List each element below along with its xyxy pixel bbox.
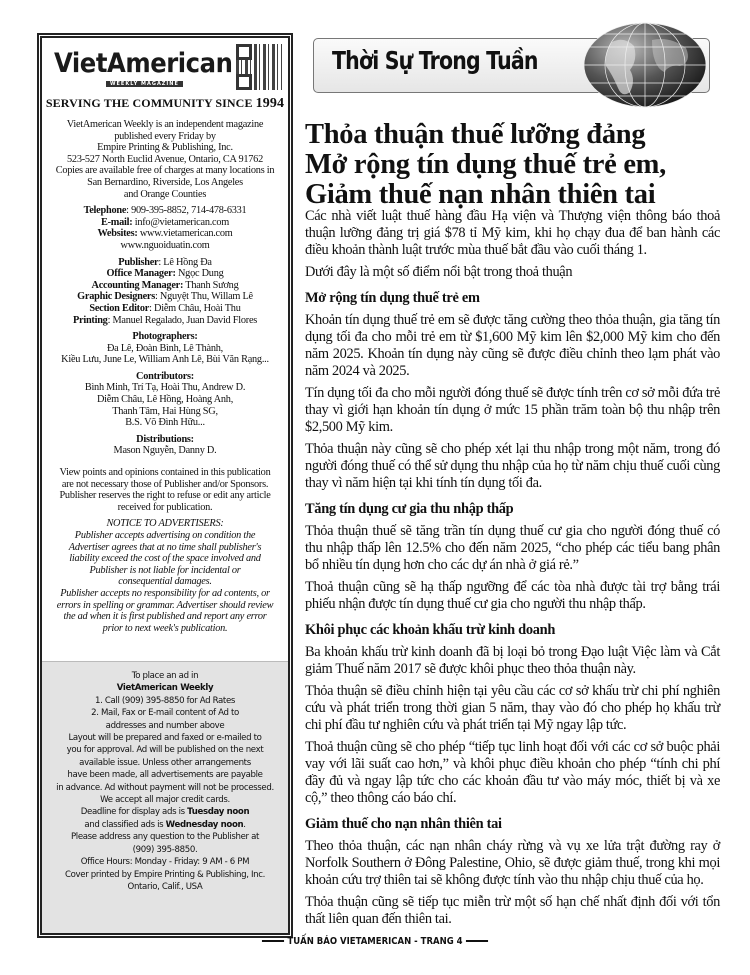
info-line [42, 257, 288, 269]
info-text: Please address any question to the Publisher at [70, 832, 260, 843]
info-line [42, 268, 288, 280]
info-text: Publisher [118, 256, 159, 268]
info-line [42, 331, 288, 343]
info-line [42, 189, 288, 201]
info-text: Layout will be prepared and faxed or e-mailed to [68, 733, 262, 744]
article-paragraph: Thoả thuận cũng sẽ cho phép “tiếp tục linh hoạt đối với các cơ sở buộc phải vay với lãi suất cao hơn,” và khôi phục điều khoản cho phép “tính chi phí đầy đủ và ngay lập tức cho các khoản đầu tư vào máy móc, thiết bị và xe cộ,” theo thông cáo báo chí. [305, 739, 720, 806]
serving-since [42, 96, 288, 112]
info-line [42, 670, 288, 682]
article-subheading: Tăng tín dụng cư gia thu nhập thấp [305, 501, 514, 517]
since-year: 1994 [255, 96, 285, 111]
info-line [42, 623, 288, 635]
info-text: have been made, all advertisements are payable [67, 770, 263, 781]
info-line [42, 502, 288, 514]
info-text: We accept all major credit cards. [100, 795, 230, 806]
article-subheading: Mở rộng tín dụng thuế trẻ em [305, 290, 480, 306]
info-text: San Bernardino, Riverside, Los Angeles [87, 176, 243, 188]
info-line [42, 490, 288, 502]
info-line [42, 732, 288, 744]
info-line [42, 782, 288, 794]
info-text: : 909-395-8852, 714-478-6331 [126, 205, 247, 217]
article-paragraph: Thoả thuận cũng sẽ hạ thấp ngưỡng để các tòa nhà được tài trợ bằng trái phiếu nhận được tín dụng thuế cư gia cho người thu nhập thấp. [305, 579, 720, 612]
info-line [42, 240, 288, 252]
article-paragraph: Các nhà viết luật thuế hàng đầu Hạ viện và Thượng viện thông báo thoả thuận lưỡng đảng trị giá $78 tỉ Mỹ kim, khi họ chạy đua để ban hành các điều khoản thành luật trước mùa thuế bắt đầu vào cuối tháng 1. [305, 208, 720, 258]
info-text: Ontario, Calif., USA [127, 881, 203, 892]
info-text: : Diễm Châu, Hoài Thu [149, 302, 241, 314]
info-text: Contributors: [136, 370, 194, 382]
info-line [42, 720, 288, 732]
headline-line: Giảm thuế nạn nhân thiên tai [305, 179, 656, 210]
info-text: B.S. Võ Đình Hữu... [125, 417, 205, 429]
info-text: Accounting Manager: [91, 279, 184, 291]
info-text: and classified ads is [84, 819, 166, 830]
info-line [42, 600, 288, 612]
info-text: Advertiser agrees that at no time shall publisher's [68, 541, 262, 553]
info-text: : Lê Hồng Đa [158, 256, 212, 268]
info-line [42, 831, 288, 843]
info-text: : Nguyệt Thu, Willam Lê [155, 291, 253, 303]
info-text: info@vietamerican.com [132, 216, 230, 228]
info-text: Websites: [97, 228, 138, 240]
info-text: consequential damages. [118, 576, 212, 588]
info-line [42, 518, 288, 530]
info-text: Telephone [83, 205, 127, 217]
info-text: Copies are available free of charges at many locations in [55, 165, 275, 177]
info-text: published every Friday by [114, 130, 216, 142]
info-text: Đa Lê, Đoàn Bình, Lê Thành, [106, 342, 224, 354]
info-text: Kiều Lưu, June Le, William Anh Lê, Bùi Văn Rạng... [61, 354, 269, 366]
info-text: the ad when it is first published and report any error [63, 611, 267, 623]
info-text: are not necessary those of Publisher and/or Sponsors. [61, 478, 269, 490]
info-text: VietAmerican Weekly is an independent magazine [66, 119, 264, 130]
info-text: Photographers: [132, 331, 198, 343]
info-text: Ngọc Dung [175, 268, 224, 280]
headline-line: Mở rộng tín dụng thuế trẻ em, [305, 149, 666, 180]
logo-subtitle: WEEKLY MAGAZINE [106, 81, 183, 87]
masthead-box [40, 36, 290, 935]
headline-line: Thỏa thuận thuế lưỡng đảng [305, 119, 646, 150]
info-line [42, 530, 288, 542]
info-text: 523-527 North Euclid Avenue, Ontario, CA 91762 [67, 153, 263, 165]
info-text: www.nguoiduatin.com [120, 239, 210, 251]
info-line [42, 744, 288, 756]
info-line [42, 695, 288, 707]
info-text: in advance. Ad without payment will not be processed. [56, 782, 274, 793]
info-text: 2. Mail, Fax or E-mail content of Ad to [91, 708, 239, 719]
info-text: Publisher accepts no responsibility for ad contents, or [60, 587, 270, 599]
info-line [42, 280, 288, 292]
footer-text: TUẤN BÁO VIETAMERICAN - TRANG 4 [287, 936, 463, 947]
info-text: Deadline for display ads is [80, 807, 188, 818]
article-subheading: Khôi phục các khoản khấu trừ kinh doanh [305, 622, 556, 638]
info-text: Graphic Designers [77, 291, 155, 303]
article-paragraph: Thỏa thuận này cũng sẽ cho phép xét lại thu nhập trong một năm, trong đó người đóng thuế có thể sử dụng thu nhập của họ từ năm chịu thuế cuối cùng thay vì năm hiện tại khi tính tín dụng tối đa. [305, 441, 720, 491]
info-line [42, 417, 288, 429]
info-line [42, 177, 288, 189]
info-text: (909) 395-8850. [132, 844, 198, 855]
info-text: Wednesday noon [165, 819, 244, 830]
info-text: Thanh Tâm, Hai Hùng SG, [112, 405, 218, 417]
info-line [42, 343, 288, 355]
info-line [42, 228, 288, 240]
info-line [42, 371, 288, 383]
info-text: Cover printed by Empire Printing & Publishing, Inc. [64, 869, 266, 880]
info-text: Publisher reserves the right to refuse or edit any article [59, 490, 271, 502]
footer-rule [466, 940, 488, 942]
info-text: Publisher accepts advertising on condition the [74, 530, 256, 541]
article-paragraph: Thỏa thuận thuế sẽ tăng trần tín dụng thuế cư gia cho người đóng thuế có thu nhập thấp lên 12.5% cho đến năm 2025, “cho phép các tiểu bang phân bổ nhiều tín dụng hơn cho các dự án nhà ở giá rẻ.” [305, 523, 720, 573]
section-title: Thời Sự Trong Tuần [332, 46, 538, 75]
info-text: Office Hours: Monday - Friday: 9 AM - 6 PM [80, 857, 250, 868]
info-line [42, 205, 288, 217]
info-text: Bình Minh, Trí Tạ, Hoài Thu, Andrew D. [84, 382, 246, 394]
info-line [42, 611, 288, 623]
info-line [42, 354, 288, 366]
info-line [42, 154, 288, 166]
info-text: Empire Printing & Publishing, Inc. [97, 142, 233, 154]
info-line [42, 707, 288, 719]
info-text: addresses and number above [105, 720, 225, 731]
article-paragraph: Thỏa thuận cũng sẽ tiếp tục miễn trừ một số hạn chế nhất định đối với tổn thất liên quan đến thiên tai. [305, 894, 720, 927]
info-line [42, 856, 288, 868]
info-text: prior to next week's publication. [102, 622, 228, 634]
info-text: View points and opinions contained in this publication [59, 467, 271, 479]
info-line [42, 467, 288, 479]
info-line [42, 565, 288, 577]
article-paragraph: Khoản tín dụng thuế trẻ em sẽ được tăng cường theo thỏa thuận, gia tăng tín dụng tối đa cho mỗi trẻ em từ $1,600 Mỹ kim lên $2,000 Mỹ kim cho đến năm 2025. Khoản tín dụng này cũng sẽ được điều chỉnh theo lạm phát vào năm 2024 và 2025. [305, 312, 720, 379]
info-text: To place an ad in [131, 671, 199, 681]
info-line [42, 291, 288, 303]
info-line [42, 588, 288, 600]
info-line [42, 682, 288, 694]
info-line [42, 819, 288, 831]
info-line [42, 445, 288, 457]
info-text: : Manuel Regalado, Juan David Flores [107, 314, 258, 326]
info-line [42, 434, 288, 446]
info-line [42, 553, 288, 565]
info-text: E-mail: [100, 216, 133, 228]
info-text: received for publication. [117, 501, 213, 513]
vietamerican-logo: VietAmerican [54, 48, 233, 79]
info-text: available issue. Unless other arrangements [79, 757, 251, 768]
info-line [42, 315, 288, 327]
info-text: liability exceed the cost of the space involved and [69, 553, 261, 565]
info-line [42, 479, 288, 491]
info-text: Thanh Sương [183, 279, 239, 291]
info-line [42, 394, 288, 406]
info-line [42, 881, 288, 893]
info-text: . [243, 819, 246, 830]
info-line [42, 576, 288, 588]
info-text: Diễm Châu, Lê Hồng, Hoàng Anh, [96, 394, 234, 406]
masthead-logo-row [50, 44, 282, 92]
info-text: Tuesday noon [187, 807, 250, 818]
info-line [42, 806, 288, 818]
info-line [42, 757, 288, 769]
info-line [42, 542, 288, 554]
info-text: Section Editor [89, 302, 150, 314]
info-line [42, 303, 288, 315]
info-line [42, 119, 288, 131]
info-text: Office Manager: [106, 268, 176, 280]
article-paragraph: Thỏa thuận sẽ điều chỉnh hiện tại yêu cầu các cơ sở khấu trừ chi phí nghiên cứu và phát triển trong thời gian 5 năm, thay vào đó cho phép họ khấu trừ chi phí đầu tư nghiên cứu và phát triển tại Mỹ ngay lập tức. [305, 683, 720, 733]
info-text: VietAmerican Weekly [116, 683, 214, 694]
info-text: you for approval. Ad will be published on the next [66, 745, 264, 756]
info-line [42, 844, 288, 856]
info-text: 1. Call (909) 395-8850 for Ad Rates [94, 695, 236, 706]
article-headline [305, 120, 725, 210]
masthead-info [42, 119, 288, 634]
info-line [42, 769, 288, 781]
advertising-info-box [42, 661, 288, 933]
article-paragraph: Ba khoản khấu trừ kinh doanh đã bị loại bỏ trong Đạo luật Việc làm và Cắt giảm Thuế năm 2017 sẽ được khôi phục theo thỏa thuận này. [305, 644, 720, 677]
footer-rule [262, 940, 284, 942]
info-text: and Orange Counties [123, 188, 207, 200]
info-text: Printing [72, 314, 108, 326]
info-text: www.vietamerican.com [137, 228, 233, 240]
article-paragraph: Theo thỏa thuận, các nạn nhân cháy rừng và vụ xe lửa trật đường ray ở Norfolk Southern ở Đông Palestine, Ohio, sẽ được giảm thuế, trong khi mọi khoản cứu trợ thiên tai sẽ không được tính vào thu nhập chịu thuế của họ. [305, 838, 720, 888]
info-line [42, 794, 288, 806]
info-line [42, 142, 288, 154]
info-line [42, 217, 288, 229]
info-line [42, 165, 288, 177]
info-line [42, 869, 288, 881]
article-paragraph: Tín dụng tối đa cho mỗi người đóng thuế sẽ được tính trên cơ sở mỗi đứa trẻ thay vì giới hạn khoản tín dụng ở mức 15 phần trăm toàn bộ thu nhập trên $2,500 Mỹ kim. [305, 385, 720, 435]
globe-icon [582, 22, 708, 108]
info-text: Mason Nguyễn, Danny D. [113, 445, 217, 457]
info-text: NOTICE TO ADVERTISERS: [106, 518, 224, 530]
article-paragraph: Dưới đây là một số điểm nổi bật trong thoả thuận [305, 264, 573, 280]
info-line [42, 131, 288, 143]
info-text: errors in spelling or grammar. Advertiser should review [56, 599, 274, 611]
since-label: SERVING THE COMMUNITY SINCE [45, 96, 253, 110]
info-line [42, 406, 288, 418]
info-text: Publisher is not liable for incidental or [89, 564, 241, 576]
page-footer [56, 936, 694, 947]
info-line [42, 382, 288, 394]
article-subheading: Giảm thuế cho nạn nhân thiên tai [305, 816, 502, 832]
qr-code-icon [236, 44, 282, 90]
info-text: Distributions: [136, 433, 194, 445]
article-body [305, 208, 720, 933]
